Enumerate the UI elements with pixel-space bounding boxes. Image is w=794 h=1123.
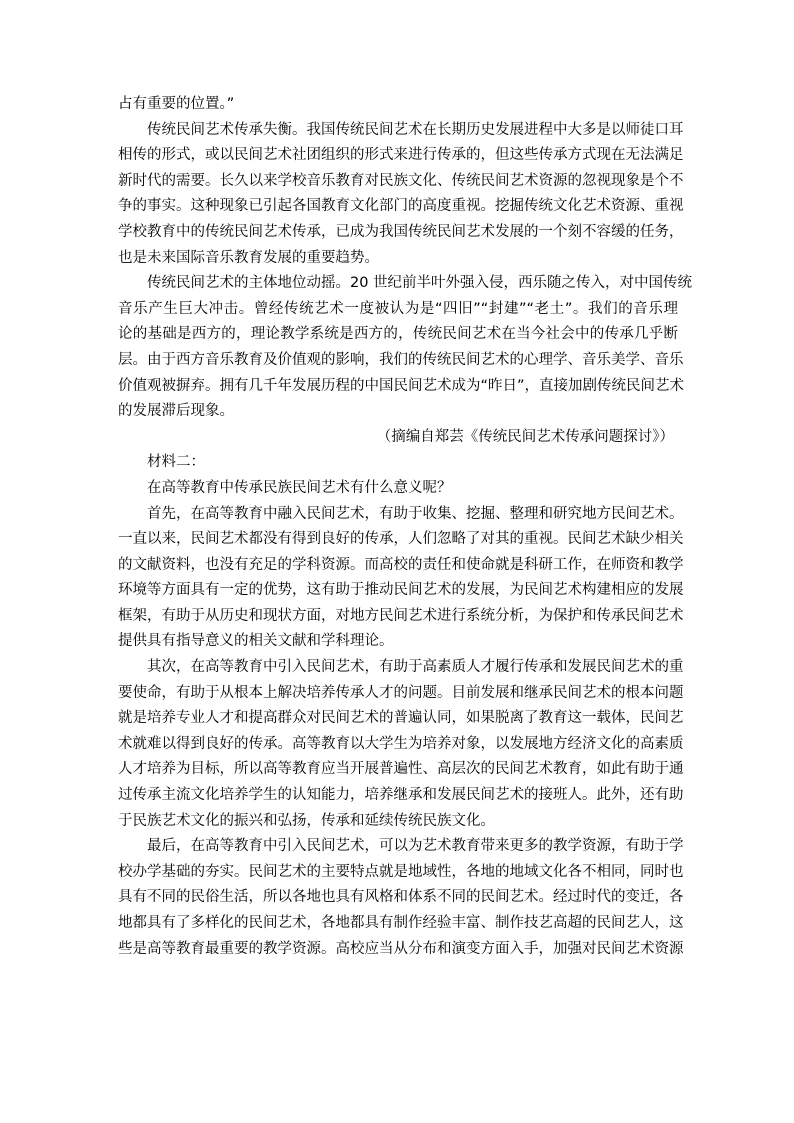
paragraph-first-line: 最后，在高等教育中引入民间艺术，可以为艺术教育带来更多的教学资源，有助于学 bbox=[147, 838, 684, 855]
text-line: 学校教育中的传统民间艺术传承，已成为我国传统民间艺术发展的一个刻不容缓的任务， bbox=[118, 223, 684, 240]
paragraph-first-line: 其次，在高等教育中引入民间艺术，有助于高素质人才履行传承和发展民间艺术的重 bbox=[147, 659, 684, 676]
text-line: 新时代的需要。长久以来学校音乐教育对民族文化、传统民间艺术资源的忽视现象是个不 bbox=[118, 172, 684, 189]
text-line: 校办学基础的夯实。民间艺术的主要特点就是地域性，各地的地域文化各不相同，同时也 bbox=[118, 863, 684, 880]
text-line: 些是高等教育最重要的教学资源。高校应当从分布和演变方面入手，加强对民间艺术资源 bbox=[118, 940, 684, 957]
document-page bbox=[118, 92, 693, 962]
text-line: 地都具有了多样化的民间艺术，各地都具有制作经验丰富、制作技艺高超的民间艺人，这 bbox=[118, 915, 684, 931]
text-line: 提供具有指导意义的相关文献和学科理论。 bbox=[118, 633, 394, 650]
text-line: 也是未来国际音乐教育发展的重要趋势。 bbox=[118, 249, 379, 266]
source-citation: （摘编自郑芸《传统民间艺术传承问题探讨》） bbox=[376, 428, 674, 445]
text-line: 于民族艺术文化的振兴和弘扬，传承和延续传统民族文化。 bbox=[118, 812, 495, 829]
paragraph-first-line: 首先，在高等教育中融入民间艺术，有助于收集、挖掘、整理和研究地方民间艺术。 bbox=[147, 505, 684, 522]
text-line: 过传承主流文化培养学生的认知能力，培养继承和发展民间艺术的接班人。此外，还有助 bbox=[118, 787, 684, 804]
question-line: 在高等教育中传承民族民间艺术有什么意义呢？ bbox=[147, 479, 452, 496]
text-line: 具有不同的民俗生活，所以各地也具有风格和体系不同的民间艺术。经过时代的变迁，各 bbox=[118, 889, 684, 906]
text-line: 的文献资料，也没有充足的学科资源。而高校的责任和使命就是科研工作，在师资和教学 bbox=[118, 556, 684, 573]
text-line: 层。由于西方音乐教育及价值观的影响，我们的传统民间艺术的心理学、音乐美学、音乐 bbox=[118, 351, 684, 368]
text-line: 的发展滞后现象。 bbox=[118, 403, 234, 420]
paragraph-first-line: 传统民间艺术的主体地位动摇。20 世纪前半叶外强入侵，西乐随之传入，对中国传统 bbox=[147, 275, 693, 292]
text-line: 占有重要的位置。” bbox=[118, 96, 235, 112]
text-line: 价值观被摒弃。拥有几千年发展历程的中国民间艺术成为“昨日”，直接加剧传统民间艺术 bbox=[118, 377, 685, 394]
text-line: 就是培养专业人才和提高群众对民间艺术的普遍认同，如果脱离了教育这一载体，民间艺 bbox=[118, 710, 684, 727]
text-line: 音乐产生巨大冲击。曾经传统艺术一度被认为是“四旧”“封建”“老土”。我们的音乐理 bbox=[118, 300, 678, 317]
section-heading: 材料二： bbox=[147, 454, 205, 471]
text-line: 环境等方面具有一定的优势，这有助于推动民间艺术的发展，为民间艺术构建相应的发展 bbox=[118, 582, 684, 599]
paragraph-first-line: 传统民间艺术传承失衡。我国传统民间艺术在长期历史发展进程中大多是以师徒口耳 bbox=[147, 121, 684, 138]
text-line: 相传的形式，或以民间艺术社团组织的形式来进行传承的，但这些传承方式现在无法满足 bbox=[118, 147, 684, 164]
text-line: 论的基础是西方的，理论教学系统是西方的，传统民间艺术在当今社会中的传承几乎断 bbox=[118, 326, 678, 343]
text-line: 争的事实。这种现象已引起各国教育文化部门的高度重视。挖掘传统文化艺术资源、重视 bbox=[118, 198, 684, 215]
text-line: 框架，有助于从历史和现状方面，对地方民间艺术进行系统分析，为保护和传承民间艺术 bbox=[118, 607, 684, 624]
text-line: 一直以来，民间艺术都没有得到良好的传承，人们忽略了对其的重视。民间艺术缺少相关 bbox=[118, 531, 684, 548]
text-line: 人才培养为目标，所以高等教育应当开展普遍性、高层次的民间艺术教育，如此有助于通 bbox=[118, 761, 684, 778]
text-line: 术就难以得到良好的传承。高等教育以大学生为培养对象，以发展地方经济文化的高素质 bbox=[118, 735, 684, 752]
text-line: 要使命，有助于从根本上解决培养传承人才的问题。目前发展和继承民间艺术的根本问题 bbox=[118, 684, 684, 701]
